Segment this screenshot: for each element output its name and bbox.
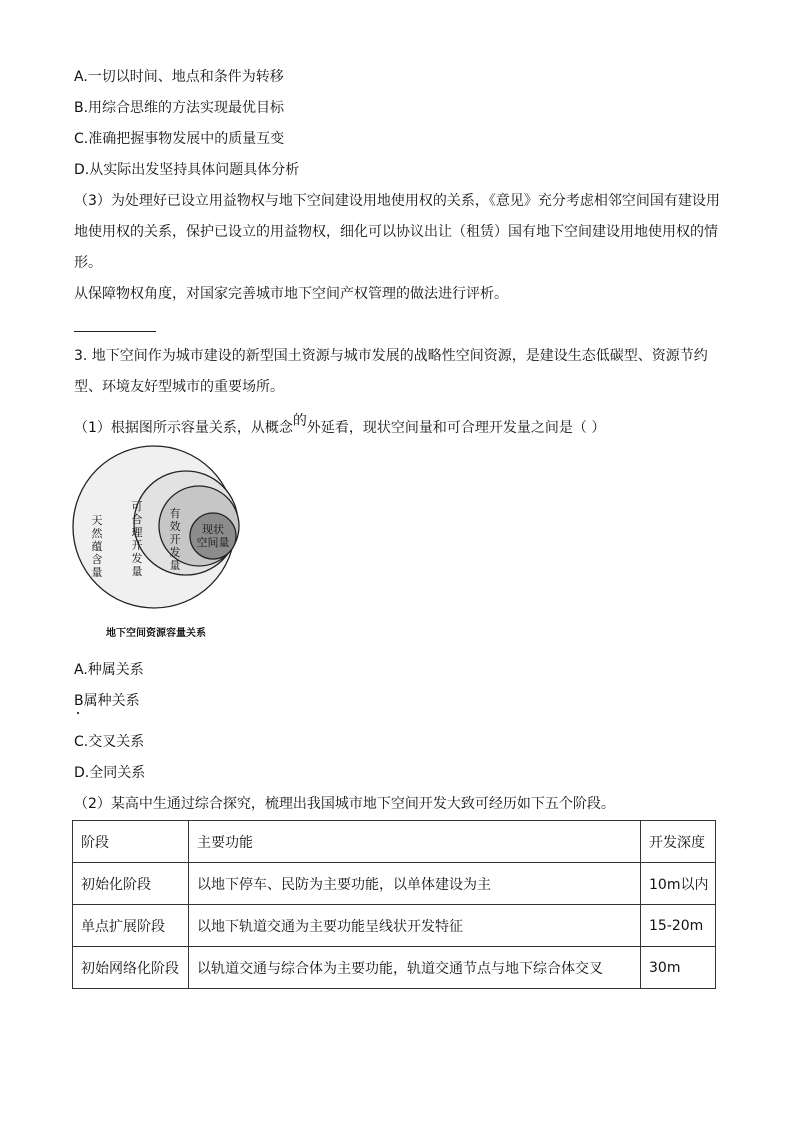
option-c: C.准确把握事物发展中的质量互变 [74,131,285,147]
effective-label-4: 量 [169,559,181,572]
table-header-row [73,821,716,863]
sub3-line-1: （3）为处理好已设立用益物权与地下空间建设用地使用权的关系，《意见》充分考虑相邻空间国有建设用 [74,193,720,209]
reasonable-label-1: 合 [131,513,143,526]
reasonable-label-5: 量 [131,565,143,578]
option-a: A.一切以时间、地点和条件为转移 [74,69,284,85]
reasonable-label-2: 理 [131,526,143,539]
question3-intro-line-1: 3. 地下空间作为城市建设的新型国土资源与城市发展的战略性空间资源，是建设生态低碳型、资源节约 [74,348,708,364]
effective-label-3: 发 [169,546,181,559]
stray-mark [77,712,79,714]
option-b: B.用综合思维的方法实现最优目标 [74,100,285,116]
sub1-option-c: C.交叉关系 [74,734,145,750]
sub1-option-b: B属种关系 [74,693,140,709]
table-cell: 10m以内 [641,863,716,905]
table-cell: 以地下轨道交通为主要功能呈线状开发特征 [189,905,641,947]
table-cell: 初始网络化阶段 [73,947,189,989]
natural-label-0: 天 [91,514,103,527]
sub1-option-a: A.种属关系 [74,662,144,678]
table-cell: 以地下停车、民防为主要功能，以单体建设为主 [189,863,641,905]
table-row [73,863,716,905]
current-label-1: 空间量 [196,536,230,549]
table-row [73,947,716,989]
sub3-prompt: 从保障物权角度，对国家完善城市地下空间产权管理的做法进行评析。 [74,286,508,302]
table-header-cell: 主要功能 [189,821,641,863]
diagram-caption: 地下空间资源容量关系 [106,628,206,639]
effective-label-0: 有 [169,507,181,520]
natural-label-3: 含 [91,553,103,566]
sub3-line-2: 地使用权的关系，保护已设立的用益物权，细化可以协议出让（租赁）国有地下空间建设用地使用权的情 [74,224,718,240]
question3-sub1 [74,413,606,438]
sub1-prefix: （1）根据图所示容量关系，从概念 [74,420,293,436]
sub1-option-d: D.全同关系 [74,765,146,781]
section-divider [74,331,156,332]
sub1-raised-char: 的 [292,413,307,429]
reasonable-label-3: 开 [131,539,143,552]
table-cell: 初始化阶段 [73,863,189,905]
reasonable-label-0: 可 [131,500,143,513]
effective-label-2: 开 [169,533,181,546]
current-label-0: 现状 [202,523,224,536]
table-header-cell: 开发深度 [641,821,716,863]
sub1-suffix: 外延看，现状空间量和可合理开发量之间是（ ） [306,420,606,436]
development-stages-table [72,820,716,989]
table-row [73,905,716,947]
effective-label-1: 效 [169,520,181,533]
reasonable-label-4: 发 [131,552,143,565]
sub3-line-3: 形。 [74,255,102,271]
question3-intro-line-2: 型、环境友好型城市的重要场所。 [74,379,284,395]
option-d: D.从实际出发坚持具体问题具体分析 [74,162,300,178]
table-cell: 以轨道交通与综合体为主要功能，轨道交通节点与地下综合体交叉 [189,947,641,989]
capacity-relation-diagram [72,445,244,645]
table-header-cell: 阶段 [73,821,189,863]
natural-label-2: 蕴 [91,540,103,553]
question3-sub2: （2）某高中生通过综合探究，梳理出我国城市地下空间开发大致可经历如下五个阶段。 [74,796,615,812]
natural-label-1: 然 [91,527,103,540]
natural-label-4: 量 [91,566,103,579]
table-cell: 30m [641,947,716,989]
table-cell: 单点扩展阶段 [73,905,189,947]
table-cell: 15-20m [641,905,716,947]
